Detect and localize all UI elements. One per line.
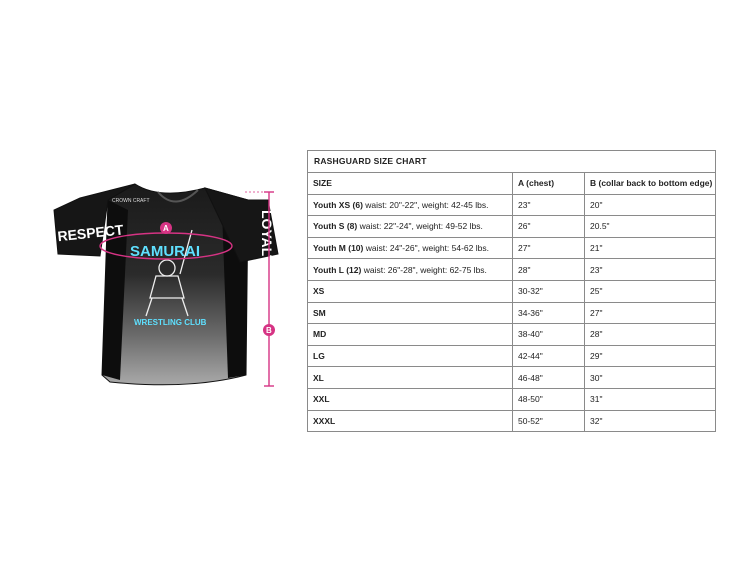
size-cell — [308, 237, 513, 259]
size-label: Youth S (8) — [313, 221, 358, 232]
chest-cell: 26" — [513, 216, 585, 238]
length-cell: 20.5" — [585, 216, 716, 238]
table-header-row — [308, 173, 715, 194]
length-cell: 29" — [585, 345, 716, 367]
size-cell — [308, 410, 513, 431]
size-label: XL — [313, 372, 324, 383]
chest-cell: 38-40" — [513, 324, 585, 346]
size-chart-table — [307, 150, 716, 432]
length-cell: 28" — [585, 324, 716, 346]
table-row — [308, 302, 715, 324]
chest-cell: 34-36" — [513, 302, 585, 324]
header-length: B (collar back to bottom edge) — [585, 173, 716, 194]
table-row — [308, 194, 715, 216]
size-cell — [308, 324, 513, 346]
length-cell: 25" — [585, 280, 716, 302]
sleeve-right-text: LOYALTY — [259, 210, 275, 274]
size-label: Youth M (10) — [313, 243, 364, 254]
size-cell — [308, 280, 513, 302]
chest-cell: 30-32" — [513, 280, 585, 302]
table-row — [308, 280, 715, 302]
size-label: MD — [313, 329, 327, 340]
size-cell — [308, 367, 513, 389]
rashguard-illustration — [40, 170, 310, 400]
rashguard-shirt — [40, 170, 310, 400]
table-row — [308, 259, 715, 281]
table-row — [308, 367, 715, 389]
length-cell: 31" — [585, 388, 716, 410]
length-cell: 32" — [590, 415, 603, 426]
length-cell: 23" — [585, 259, 716, 281]
length-cell: 20" — [585, 194, 716, 216]
marker-a-label: A — [163, 224, 169, 233]
size-detail: waist: 22"-24", weight: 49-52 lbs. — [359, 221, 483, 232]
length-cell: 21" — [585, 237, 716, 259]
size-label: LG — [313, 351, 325, 362]
club-text: WRESTLING CLUB — [134, 318, 207, 327]
size-label: Youth XS (6) — [313, 199, 363, 210]
table-row — [308, 216, 715, 238]
size-cell — [308, 388, 513, 410]
chest-cell: 23" — [513, 194, 585, 216]
chest-cell: 28" — [513, 259, 585, 281]
size-label: XXL — [313, 394, 330, 405]
table-row — [308, 388, 715, 410]
brand-text: CROWN CRAFT — [112, 198, 150, 204]
chest-cell: 42-44" — [513, 345, 585, 367]
table-row — [308, 237, 715, 259]
length-cell: 27" — [585, 302, 716, 324]
chest-cell: 27" — [513, 237, 585, 259]
header-size: SIZE — [308, 173, 513, 194]
size-cell — [308, 302, 513, 324]
size-chart-title: RASHGUARD SIZE CHART — [308, 151, 715, 173]
table-row — [308, 410, 715, 431]
chest-cell: 50-52" — [513, 410, 585, 431]
table-row — [308, 345, 715, 367]
size-cell — [308, 259, 513, 281]
logo-text: SAMURAI — [130, 243, 200, 260]
size-label: SM — [313, 307, 326, 318]
chest-cell: 46-48" — [513, 367, 585, 389]
size-label: XXXL — [313, 415, 336, 426]
sleeve-left-text: RESPECT — [56, 221, 125, 245]
size-cell — [308, 345, 513, 367]
chest-cell: 48-50" — [513, 388, 585, 410]
length-cell: 30" — [585, 367, 716, 389]
size-cell — [308, 216, 513, 238]
table-row — [308, 324, 715, 346]
size-detail: waist: 26"-28", weight: 62-75 lbs. — [363, 264, 487, 275]
marker-b-label: B — [266, 326, 272, 335]
size-detail: waist: 24"-26", weight: 54-62 lbs. — [365, 243, 489, 254]
size-cell — [308, 194, 513, 216]
size-table — [308, 173, 715, 431]
size-detail: waist: 20"-22", weight: 42-45 lbs. — [365, 199, 489, 210]
header-chest: A (chest) — [513, 173, 585, 194]
size-label: XS — [313, 286, 325, 297]
size-label: Youth L (12) — [313, 264, 362, 275]
